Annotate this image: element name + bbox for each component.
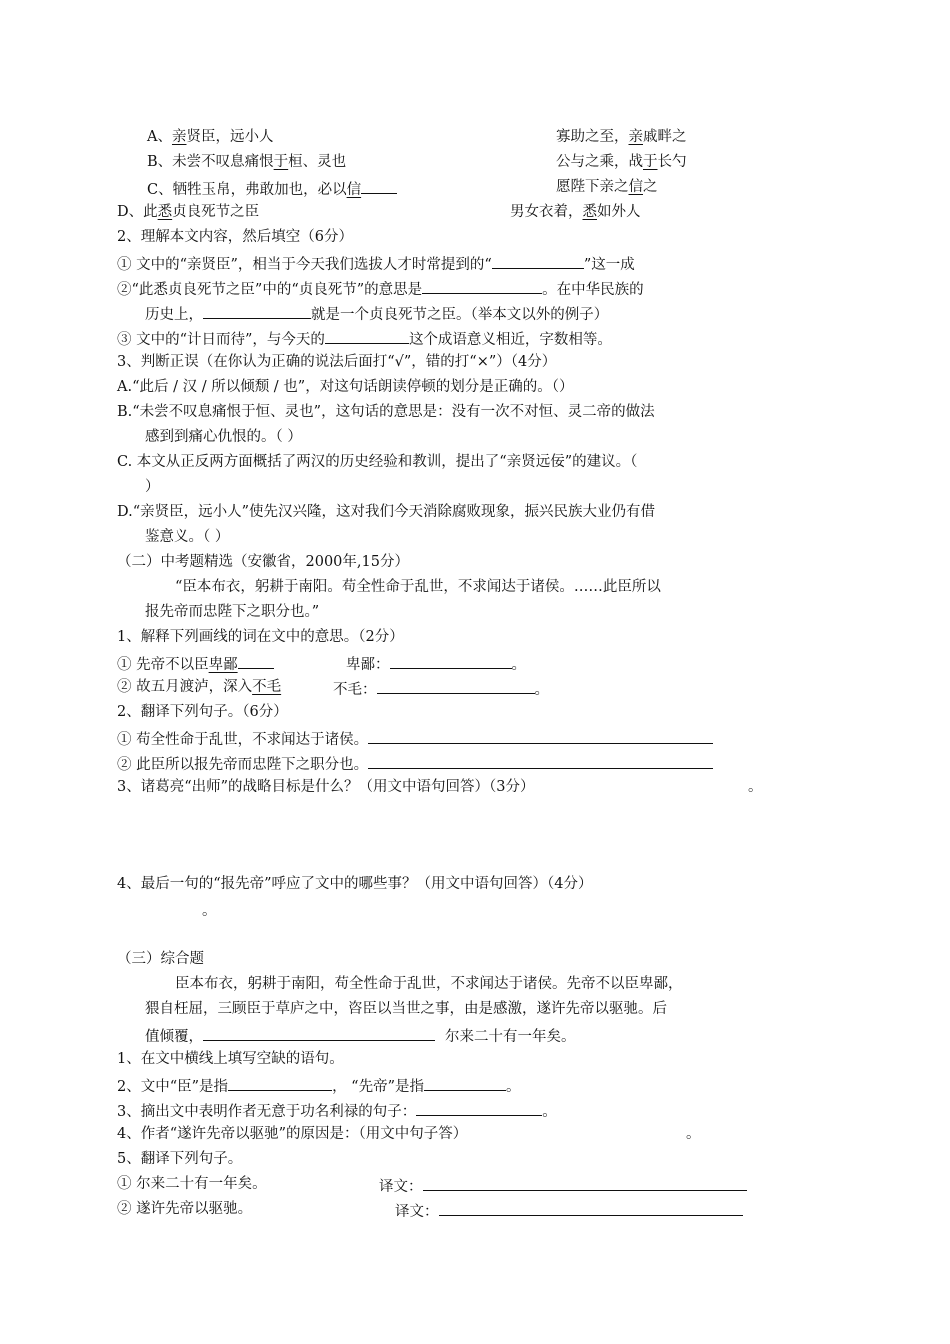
section-2-q1-title: 1、解释下列画线的词在文中的意思。（2分） bbox=[117, 629, 404, 645]
answer-blank[interactable] bbox=[390, 653, 512, 669]
q1-option-a-right: 寡助之至，亲戚畔之 bbox=[556, 129, 687, 145]
section-3-passage-1: 臣本布衣，躬耕于南阳，苟全性命于乱世，不求闻达于诸侯。先帝不以臣卑鄙， bbox=[175, 976, 683, 992]
section-2-q1-b: ② 故五月渡泸，深入不毛 bbox=[117, 679, 282, 695]
section-2-q2-title: 2、翻译下列句子。（6分） bbox=[117, 704, 288, 720]
q3-title: 3、判断正误（在你认为正确的说法后面打“√”，错的打“×”）（4分） bbox=[117, 354, 557, 370]
q2-item-2: ②“此悉贞良死节之臣”中的“贞良死节”的意思是 。在中华民族的 bbox=[117, 278, 644, 299]
answer-blank[interactable] bbox=[203, 1025, 435, 1041]
section-3-q5-a: ① 尔来二十有一年矣。 bbox=[117, 1176, 267, 1192]
section-2-q1-a: ① 先帝不以臣卑鄙 bbox=[117, 653, 274, 674]
section-2-q1-b-answer: 不毛： 。 bbox=[333, 678, 549, 699]
q2-item-3: ③ 文中的“计日而待”，与今天的 这个成语意义相近，字数相等。 bbox=[117, 328, 612, 349]
section-3-q5-a-translation: 译文： bbox=[379, 1175, 747, 1196]
answer-blank[interactable] bbox=[368, 753, 713, 769]
section-2-q2-a: ① 苟全性命于乱世，不求闻达于诸侯。 bbox=[117, 728, 713, 749]
section-3-passage-2: 猥自枉屈，三顾臣于草庐之中，咨臣以当世之事，由是感激，遂许先帝以驱驰。后 bbox=[145, 1001, 667, 1017]
section-3-q5-b-translation: 译文： bbox=[395, 1200, 743, 1221]
answer-blank[interactable] bbox=[361, 178, 397, 194]
answer-blank[interactable] bbox=[228, 1075, 332, 1091]
section-3-q2: 2、文中“臣”是指 ， “先帝”是指 。 bbox=[117, 1075, 521, 1096]
section-3-passage-3: 值倾覆， 尔来二十有一年矣。 bbox=[145, 1025, 576, 1046]
section-2-q3: 3、诸葛亮“出师”的战略目标是什么？（用文中语句回答）（3分） bbox=[117, 779, 535, 795]
answer-blank[interactable] bbox=[203, 303, 311, 319]
answer-blank[interactable] bbox=[492, 253, 584, 269]
section-3-q1: 1、在文中横线上填写空缺的语句。 bbox=[117, 1051, 344, 1067]
section-3-title: （三）综合题 bbox=[117, 951, 204, 967]
q3-option-a: A.“此后 / 汉 / 所以倾颓 / 也”，对这句话朗读停顿的划分是正确的。（） bbox=[117, 379, 574, 395]
section-2-q2-b: ② 此臣所以报先帝而忠陛下之职分也。 bbox=[117, 753, 713, 774]
section-3-q4-period: 。 bbox=[686, 1126, 701, 1142]
q1-option-d: D、此悉贞良死节之臣 bbox=[117, 204, 260, 220]
answer-blank[interactable] bbox=[377, 678, 535, 694]
q3-option-d: D.“亲贤臣，远小人”使先汉兴隆，这对我们今天消除腐败现象，振兴民族大业仍有借 bbox=[117, 504, 656, 520]
answer-blank[interactable] bbox=[424, 1075, 506, 1091]
answer-blank[interactable] bbox=[416, 1100, 542, 1116]
answer-blank[interactable] bbox=[368, 728, 713, 744]
section-3-q5-b: ② 遂许先帝以驱驰。 bbox=[117, 1201, 253, 1217]
section-2-title: （二）中考题精选（安徽省，2000年,15分） bbox=[117, 554, 409, 570]
q1-option-d-right: 男女衣着，悉如外人 bbox=[510, 204, 641, 220]
answer-blank[interactable] bbox=[238, 653, 274, 669]
section-2-passage-1: “臣本布衣，躬耕于南阳。苟全性命于乱世，不求闻达于诸侯。……此臣所以 bbox=[175, 579, 661, 595]
q1-option-a: A、亲贤臣，远小人 bbox=[147, 129, 274, 145]
section-2-q1-a-answer: 卑鄙： 。 bbox=[346, 653, 526, 674]
q1-option-b: B、未尝不叹息痛恨于桓、灵也 bbox=[147, 154, 347, 170]
q1-option-c-right: 愿陛下亲之信之 bbox=[556, 179, 658, 195]
q3-option-b: B.“未尝不叹息痛恨于恒、灵也”，这句话的意思是：没有一次不对恒、灵二帝的做法 bbox=[117, 404, 655, 420]
q3-option-b-cont: 感到到痛心仇恨的。（ ） bbox=[145, 429, 302, 445]
q1-option-c: C、牺牲玉帛，弗敢加也，必以信 bbox=[147, 178, 397, 199]
answer-blank[interactable] bbox=[325, 328, 409, 344]
section-2-q3-period: 。 bbox=[748, 779, 763, 795]
answer-blank[interactable] bbox=[423, 1175, 747, 1191]
q1-option-b-right: 公与之乘，战于长勺 bbox=[556, 154, 687, 170]
answer-blank[interactable] bbox=[422, 278, 542, 294]
q3-option-d-cont: 鉴意义。（ ） bbox=[145, 529, 230, 545]
answer-blank[interactable] bbox=[439, 1200, 743, 1216]
q2-item-2-cont: 历史上， 就是一个贞良死节之臣。（举本文以外的例子） bbox=[145, 303, 608, 324]
q2-title: 2、理解本文内容，然后填空（6分） bbox=[117, 229, 353, 245]
section-2-passage-2: 报先帝而忠陛下之职分也。” bbox=[145, 604, 320, 620]
q3-option-c: C. 本文从正反两方面概括了两汉的历史经验和教训，提出了“亲贤远佞”的建议。（ bbox=[117, 454, 638, 470]
q3-option-c-cont: ） bbox=[145, 479, 160, 495]
section-2-q4-period: 。 bbox=[202, 903, 217, 919]
section-2-q4: 4、最后一句的“报先帝”呼应了文中的哪些事？（用文中语句回答）（4分） bbox=[117, 876, 593, 892]
section-3-q3: 3、摘出文中表明作者无意于功名利禄的句子： 。 bbox=[117, 1100, 557, 1121]
section-3-q4: 4、作者“遂许先帝以驱驰”的原因是：（用文中句子答） bbox=[117, 1126, 468, 1142]
section-3-q5: 5、翻译下列句子。 bbox=[117, 1151, 243, 1167]
q2-item-1: ① 文中的“亲贤臣”，相当于今天我们选拔人才时常提到的“ ”这一成 bbox=[117, 253, 635, 274]
